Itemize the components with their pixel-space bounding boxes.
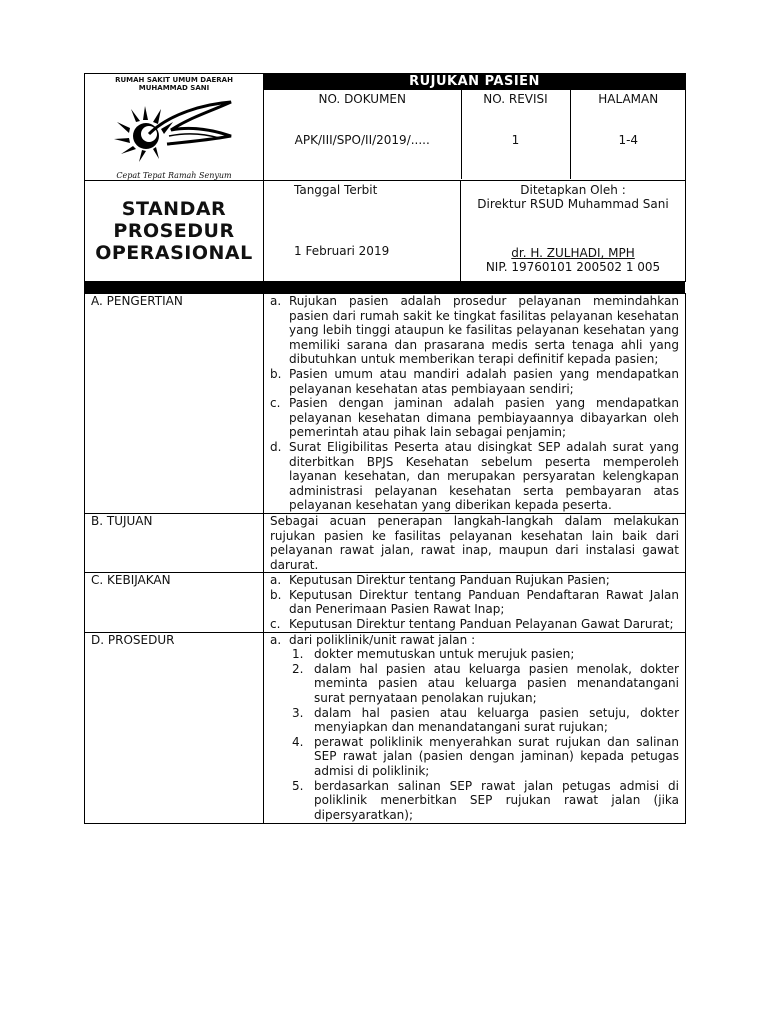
list-item: c. Pasien dengan jaminan adalah pasien yang mendapatkan pelayanan kesehatan dimana pembiayaannya dibayarkan oleh pemerintah atau pihak lain sebagai penjamin; <box>270 396 679 440</box>
tanggal-terbit-label: Tanggal Terbit <box>294 183 378 197</box>
no-dokumen-value: APK/III/SPO/II/2019/..... <box>294 133 430 147</box>
no-dokumen-cell <box>264 90 461 179</box>
section-content-kebijakan <box>264 573 686 632</box>
hospital-slogan: Cepat Tepat Ramah Senyum <box>116 171 232 180</box>
section-content-prosedur <box>264 632 686 824</box>
hospital-identity-cell <box>85 74 264 181</box>
list-item: b. Keputusan Direktur tentang Panduan Pendaftaran Rawat Jalan dan Penerimaan Pasien Rawat Inap; <box>270 587 679 617</box>
section-kebijakan <box>85 573 686 632</box>
ditetapkan-label: Ditetapkan Oleh : <box>520 183 626 197</box>
sop-content-table <box>84 293 686 824</box>
section-label-tujuan: B. TUJUAN <box>85 513 264 572</box>
no-dokumen-label: NO. DOKUMEN <box>318 92 406 106</box>
list-item: a. dari poliklinik/unit rawat jalan : <box>270 632 476 647</box>
section-pengertian <box>85 294 686 514</box>
document-title: RUJUKAN PASIEN <box>264 74 685 90</box>
step-item: 5. berdasarkan salinan SEP rawat jalan petugas admisi di poliklinik menerbitkan SEP rujukan rawat jalan (jika dipersyaratkan); <box>292 778 679 822</box>
halaman-cell <box>570 90 686 179</box>
sop-title-line1: STANDAR <box>121 198 227 220</box>
list-item: a. Rujukan pasien adalah prosedur pelayanan memindahkan pasien dari rumah sakit ke tingkat fasilitas pelayanan kesehatan yang lebih tinggi ataupun ke fasilitas pelayanan kesehatan yang memiliki sarana dan prasarana medis serta tenaga ahli yang dibutuhkan untuk memberikan terapi definitif kepada pasien; <box>270 294 679 367</box>
hospital-name-line1: RUMAH SAKIT UMUM DAERAH <box>115 76 233 84</box>
ditetapkan-cell <box>461 181 686 282</box>
no-revisi-value: 1 <box>511 133 520 147</box>
hospital-logo <box>85 96 263 169</box>
doc-info-subtable <box>264 90 686 179</box>
section-label-prosedur: D. PROSEDUR <box>85 632 264 824</box>
prosedur-steps <box>270 647 679 822</box>
signer-nip: NIP. 19760101 200502 1 005 <box>485 260 661 274</box>
step-item: 4. perawat poliklinik menyerahkan surat rujukan dan salinan SEP rawat jalan (pasien dengan jaminan) kepada petugas admisi di poliklinik; <box>292 734 679 778</box>
section-content-tujuan: Sebagai acuan penerapan langkah-langkah dalam melakukan rujukan pasien ke fasilitas pelayanan kesehatan lain baik dari pelayanan rawat jalan, rawat inap, maupun dari instalasi gawat darurat. <box>264 513 686 572</box>
section-prosedur <box>85 632 686 824</box>
signer-name: dr. H. ZULHADI, MPH <box>511 246 635 260</box>
halaman-label: HALAMAN <box>598 92 659 106</box>
list-item: c. Keputusan Direktur tentang Panduan Pelayanan Gawat Darurat; <box>270 617 674 632</box>
step-item: 3. dalam hal pasien atau keluarga pasien setuju, dokter menyiapkan dan menandatangani surat rujukan; <box>292 705 679 735</box>
section-tujuan <box>85 513 686 572</box>
section-content-pengertian <box>264 294 686 514</box>
hospital-name <box>85 74 263 92</box>
tanggal-terbit-value: 1 Februari 2019 <box>294 244 390 258</box>
no-revisi-cell <box>461 90 570 179</box>
document-header <box>84 73 686 282</box>
step-item: 1. dokter memutuskan untuk merujuk pasien; <box>292 647 575 662</box>
ditetapkan-by: Direktur RSUD Muhammad Sani <box>477 197 669 211</box>
sop-document <box>84 73 685 824</box>
sop-title-line3: OPERASIONAL <box>95 242 253 264</box>
section-label-pengertian: A. PENGERTIAN <box>85 294 264 514</box>
sop-title-cell <box>85 181 264 282</box>
halaman-value: 1-4 <box>618 133 639 147</box>
list-item: a. Keputusan Direktur tentang Panduan Rujukan Pasien; <box>270 573 610 588</box>
tanggal-terbit-cell <box>264 181 461 282</box>
no-revisi-label: NO. REVISI <box>483 92 548 106</box>
list-item: b. Pasien umum atau mandiri adalah pasien yang mendapatkan pelayanan kesehatan atas pembiayaan sendiri; <box>270 366 679 396</box>
sun-bird-logo-icon <box>109 96 239 166</box>
hospital-name-line2: MUHAMMAD SANI <box>138 84 210 92</box>
black-separator <box>85 283 685 293</box>
separator-bar <box>84 282 685 293</box>
step-item: 2. dalam hal pasien atau keluarga pasien menolak, dokter meminta pasien atau keluarga pasien menandatangani surat pernyataan penolakan rujukan; <box>292 661 679 706</box>
list-item: d. Surat Eligibilitas Peserta atau disingkat SEP adalah surat yang diterbitkan BPJS Kesehatan sebelum peserta memperoleh layanan kesehatan, dan merupakan persyaratan kelengkapan administrasi pelayanan kesehatan serta pembayaran atas pelayanan kesehatan yang diberikan kepada peserta. <box>270 439 679 513</box>
title-and-doc-info-cell <box>264 74 686 181</box>
sop-title-line2: PROSEDUR <box>113 220 235 242</box>
section-label-kebijakan: C. KEBIJAKAN <box>85 573 264 632</box>
